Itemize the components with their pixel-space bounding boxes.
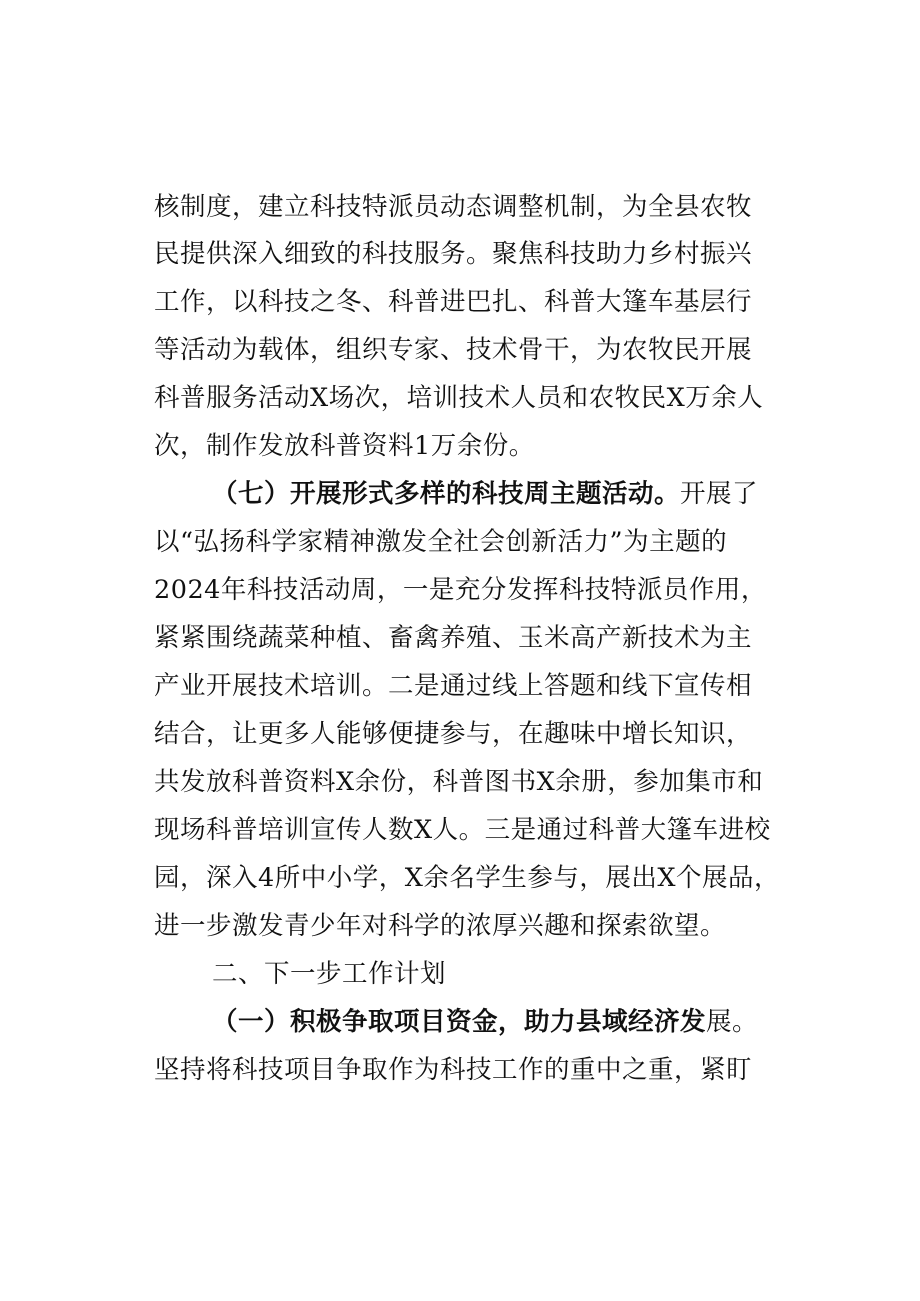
paragraph-line: 坚持将科技项目争取作为科技工作的重中之重，紧盯 [154,1055,753,1085]
paragraph-text: 展。 [706,1007,759,1037]
paragraph-line: 共发放科普资料X余份，科普图书X余册，参加集市和 [154,767,764,797]
paragraph-line: 紧紧围绕蔬菜种植、畜禽养殖、玉米高产新技术为主 [154,623,753,653]
subsection-heading-line [212,1005,782,1039]
paragraph-line: 园，深入4所中小学，X余名学生参与，展出X个展品， [154,863,781,893]
paragraph-line: 现场科普培训宣传人数X人。三是通过科普大篷车进校 [154,815,771,845]
paragraph-line: 以“弘扬科学家精神激发全社会创新活力”为主题的 [154,527,728,557]
subsection-heading-line [212,477,782,511]
paragraph-line: 核制度，建立科技特派员动态调整机制，为全县农牧 [154,192,753,222]
paragraph-line: 等活动为载体，组织专家、技术骨干，为农牧民开展 [154,335,753,365]
paragraph-line: 2024年科技活动周，一是充分发挥科技特派员作用， [154,575,767,605]
paragraph-line: 进一步激发青少年对科学的浓厚兴趣和探索欲望。 [154,911,727,941]
subsection-heading: （七）开展形式多样的科技周主题活动。 [212,479,681,509]
paragraph-line: 民提供深入细致的科技服务。聚焦科技助力乡村振兴 [154,239,753,269]
paragraph-line: 次，制作发放科普资料1万余份。 [154,431,535,461]
paragraph-text: 开展了 [680,479,759,509]
paragraph-line: 结合，让更多人能够便捷参与，在趣味中增长知识， [154,719,753,749]
subsection-heading: （一）积极争取项目资金，助力县域经济发 [212,1007,707,1037]
paragraph-line: 产业开展技术培训。二是通过线上答题和线下宣传相 [154,671,753,701]
paragraph-line: 工作，以科技之冬、科普进巴扎、科普大篷车基层行 [154,287,753,317]
paragraph-line: 科普服务活动X场次，培训技术人员和农牧民X万余人 [154,383,764,413]
section-heading: 二、下一步工作计划 [212,959,447,989]
